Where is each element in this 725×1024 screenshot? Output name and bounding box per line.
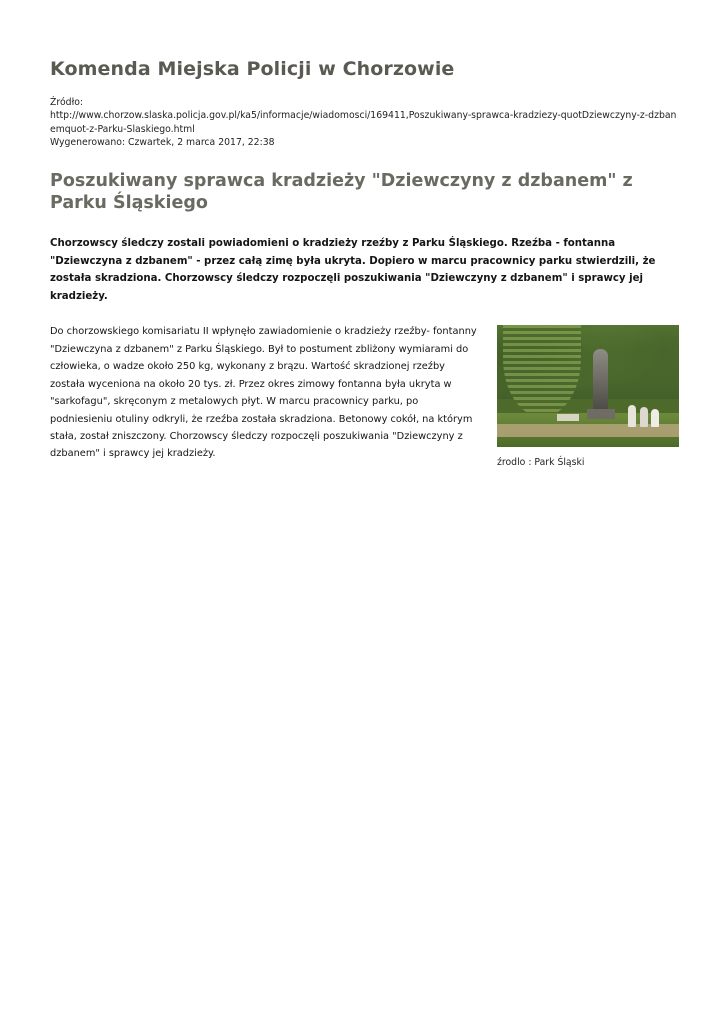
source-url: http://www.chorzow.slaska.policja.gov.pl/ka5/informacje/wiadomosci/169411,Poszukiwany-sprawca-kradziezy-quotDziewczyny-z-dzbanemquot-z-Parku-Slaskiego.html bbox=[50, 110, 677, 135]
photo-person bbox=[628, 405, 636, 427]
statue-photo-icon bbox=[497, 325, 679, 447]
article-title: Poszukiwany sprawca kradzieży "Dziewczyny z dzbanem" z Parku Śląskiego bbox=[50, 170, 633, 214]
photo-person bbox=[640, 407, 648, 427]
article-lead: Chorzowscy śledczy zostali powiadomieni o kradzieży rzeźby z Parku Śląskiego. Rzeźba - fontanna "Dziewczyna z dzbanem" - przez całą zimę była ukryta. Dopiero w marcu pracownicy parku stwierdzili, że została skradziona. Chorzowscy śledczy rozpoczęli poszukiwania "Dziewczyny z dzbanem" i sprawcy jej kradzieży. bbox=[50, 238, 656, 302]
photo-willow bbox=[503, 325, 581, 417]
photo-bench bbox=[557, 414, 579, 421]
photo-statue bbox=[593, 349, 608, 411]
article-body-paragraph: Do chorzowskiego komisariatu II wpłynęło zawiadomienie o kradzieży rzeźby- fontanny "Dziewczyna z dzbanem" z Parku Śląskiego. Był to postument zbliżony wymiarami do człowieka, o wadze około 250 kg, wykonany z brązu. Wartość skradzionej rzeźby została wyceniona na około 20 tys. zł. Przez okres zimowy fontanna była ukryta w "sarkofagu", skręconym z metalowych płyt. W marcu pracownicy parku, po podniesieniu otuliny odkryli, że rzeźba została skradziona. Betonowy cokół, na którym stała, został zniszczony. Chorzowscy śledczy rozpoczęli poszukiwania "Dziewczyny z dzbanem" i sprawcy jej kradzieży. bbox=[50, 326, 477, 460]
article-body-wrap bbox=[50, 323, 679, 469]
source-label: Źródło: bbox=[50, 96, 84, 108]
photo-statue-base bbox=[587, 409, 615, 419]
page-title: Komenda Miejska Policji w Chorzowie bbox=[50, 58, 455, 80]
generated-timestamp: Wygenerowano: Czwartek, 2 marca 2017, 22:38 bbox=[50, 137, 275, 149]
photo-person bbox=[651, 409, 659, 427]
document-meta bbox=[50, 96, 679, 150]
article-figure bbox=[497, 325, 679, 469]
figure-caption: źrodlo : Park Śląski bbox=[497, 457, 585, 469]
